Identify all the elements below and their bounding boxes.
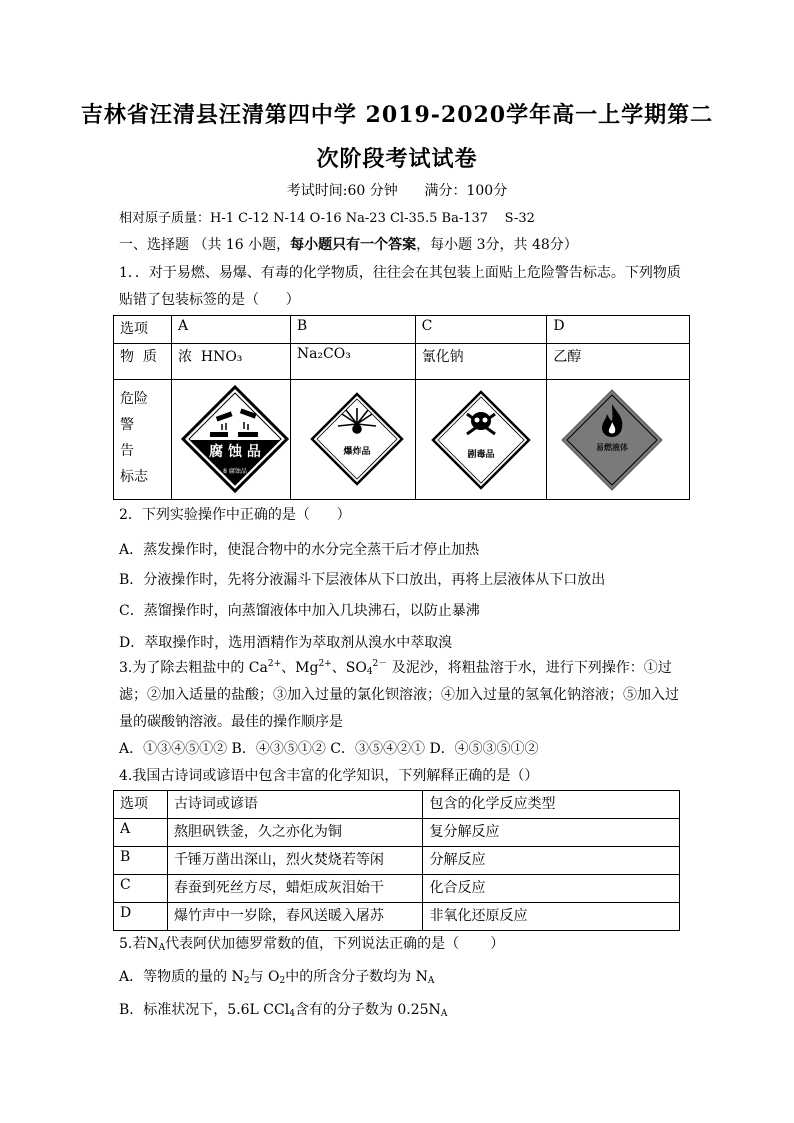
q5-stem-a: 5.若N — [119, 936, 159, 952]
q1-sign-label-2: 告 — [120, 443, 134, 459]
q5-option-a-part-3: 中的所含分子数均为 N — [285, 969, 428, 985]
q5-stem-b: 代表阿伏加德罗常数的值，下列说法正确的是（ ） — [165, 936, 505, 952]
flammable-liquid-sign — [556, 384, 668, 496]
q1-header-row — [114, 316, 690, 344]
q4-row-c-poem: 春蚕到死丝方尽，蜡炬成灰泪始干 — [167, 875, 423, 903]
flammable-liquid-sign-text: 易燃液体 — [596, 442, 628, 452]
q3-line-1-a: 3.为了除去粗盐中的 Ca — [119, 660, 268, 676]
table-row — [114, 847, 680, 875]
atomic-mass: 相对原子质量：H-1 C-12 N-14 O-16 Na-23 Cl-35.5 Ba-137 S-32 — [119, 211, 535, 226]
q3-line-3: 量的碳酸钠溶液。最佳的操作顺序是 — [119, 714, 343, 730]
q4-row-d-poem: 爆竹声中一岁除，春风送暖入屠苏 — [167, 903, 423, 931]
q2-option-d: D．萃取操作时，选用酒精作为萃取剂从溴水中萃取溴 — [119, 635, 453, 651]
q4-row-d-reaction: 非氧化还原反应 — [423, 903, 680, 931]
q1-sign-label-3: 标志 — [120, 469, 148, 485]
q3-line-2: 滤；②加入适量的盐酸；③加入过量的氯化钡溶液；④加入过量的氢氧化钠溶液；⑤加入过 — [119, 687, 679, 703]
q3-line-1 — [119, 656, 672, 677]
table-row — [114, 903, 680, 931]
q1-sign-label — [114, 380, 172, 500]
q5-option-a-part-1: A．等物质的量的 N — [119, 969, 244, 985]
q2-option-b: B．分液操作时，先将分液漏斗下层液体从下口放出，再将上层液体从下口放出 — [119, 572, 606, 588]
q4-table — [113, 790, 680, 931]
q5-option-a-sub-1: 2 — [243, 976, 250, 986]
q4-row-a-reaction: 复分解反应 — [423, 819, 680, 847]
q1-text-line-2: 贴错了包装标签的是（ ） — [119, 292, 300, 308]
q1-substance-a: 浓 HNO₃ — [171, 344, 290, 380]
table-row — [114, 875, 680, 903]
q5-option-b — [119, 999, 447, 1019]
q3-sub-so4: 4 — [366, 667, 373, 677]
q1-header-label: 选项 — [114, 316, 172, 344]
q4-row-a-poem: 熬胆矾铁釜，久之亦化为铜 — [167, 819, 423, 847]
corrosive-sign-small-text: 8 腐蚀品 — [223, 468, 247, 475]
toxic-sign-text: 剧毒品 — [467, 450, 495, 460]
section-heading-bold: 每小题只有一个答案 — [290, 237, 417, 253]
q1-text-line-1: 1．．对于易燃、易爆、有毒的化学物质，往往会在其包装上面贴上危险警告标志。下列物质 — [119, 265, 681, 281]
q4-header-row — [114, 791, 680, 819]
q5-option-b-part-2: 含有的分子数为 0.25N — [294, 1002, 441, 1018]
q5-stem — [119, 933, 504, 953]
q4-header-option: 选项 — [114, 791, 168, 819]
q1-substance-b: Na₂CO₃ — [290, 344, 415, 380]
q3-sup-ca: 2+ — [267, 659, 282, 669]
q3-line-1-c: 、SO — [331, 660, 367, 676]
q3-line-1-d: 及泥沙，将粗盐溶于水，进行下列操作：①过 — [387, 660, 672, 676]
q4-row-c-option: C — [114, 875, 168, 903]
exam-info: 考试时间:60 分钟 满分：100分 — [286, 183, 508, 199]
q5-option-a — [119, 966, 434, 986]
title-line-1: 吉林省汪清县汪清第四中学 2019-2020学年高一上学期第二 — [80, 102, 714, 128]
q5-option-b-part-1: B．标准状况下，5.6L CCl — [119, 1002, 290, 1018]
q5-option-a-sub-3: A — [427, 976, 435, 986]
q1-substance-label: 物 质 — [114, 344, 172, 380]
q5-option-a-part-2: 与 O — [249, 969, 280, 985]
q4-row-b-option: B — [114, 847, 168, 875]
q4-row-b-poem: 千锤万凿出深山，烈火焚烧若等闲 — [167, 847, 423, 875]
q4-stem: 4.我国古诗词或谚语中包含丰富的化学知识，下列解释正确的是（） — [119, 768, 539, 784]
explosive-sign-text: 爆炸品 — [343, 447, 371, 457]
q3-options: A．①③④⑤①② B．④③⑤①② C．③⑤④②① D．④⑤③⑤①② — [119, 741, 539, 757]
q4-header-poem: 古诗词或谚语 — [167, 791, 423, 819]
q1-substance-c: 氰化钠 — [415, 344, 547, 380]
toxic-sign — [425, 384, 537, 496]
corrosive-sign — [180, 384, 290, 494]
q1-option-b: B — [290, 316, 415, 344]
q4-row-c-reaction: 化合反应 — [423, 875, 680, 903]
q5-option-a-sub-2: 2 — [279, 976, 286, 986]
q2-option-a: A．蒸发操作时，使混合物中的水分完全蒸干后才停止加热 — [119, 542, 480, 558]
q4-row-a-option: A — [114, 819, 168, 847]
q1-option-d: D — [547, 316, 690, 344]
q3-sup-mg: 2+ — [318, 659, 332, 669]
q1-option-c: C — [415, 316, 547, 344]
q2-stem: 2．下列实验操作中正确的是（ ） — [119, 507, 351, 523]
q5-option-b-sub-2: A — [440, 1009, 448, 1019]
q5-option-b-sub-1: 4 — [289, 1009, 295, 1019]
q1-substance-d: 乙醇 — [547, 344, 690, 380]
explosive-sign — [302, 384, 412, 494]
q4-header-reaction: 包含的化学反应类型 — [423, 791, 680, 819]
q3-sup-so4: 2－ — [372, 659, 388, 669]
q1-option-a: A — [171, 316, 290, 344]
q3-line-1-b: 、Mg — [281, 660, 319, 676]
table-row — [114, 819, 680, 847]
q1-sign-label-1: 危险 警 — [120, 391, 148, 433]
section-heading — [119, 234, 578, 254]
q1-substance-row — [114, 344, 690, 380]
section-heading-suffix: ，每小题 3分，共 48分） — [416, 237, 578, 253]
q2-option-c: C．蒸馏操作时，向蒸馏液体中加入几块沸石，以防止暴沸 — [119, 603, 480, 619]
title-line-2: 次阶段考试试卷 — [316, 146, 478, 172]
q5-stem-sub: A — [158, 943, 166, 953]
q4-row-d-option: D — [114, 903, 168, 931]
section-heading-prefix: 一、选择题 （共 16 小题， — [119, 237, 291, 253]
corrosive-sign-text: 腐 蚀 品 — [209, 444, 261, 460]
q4-row-b-reaction: 分解反应 — [423, 847, 680, 875]
